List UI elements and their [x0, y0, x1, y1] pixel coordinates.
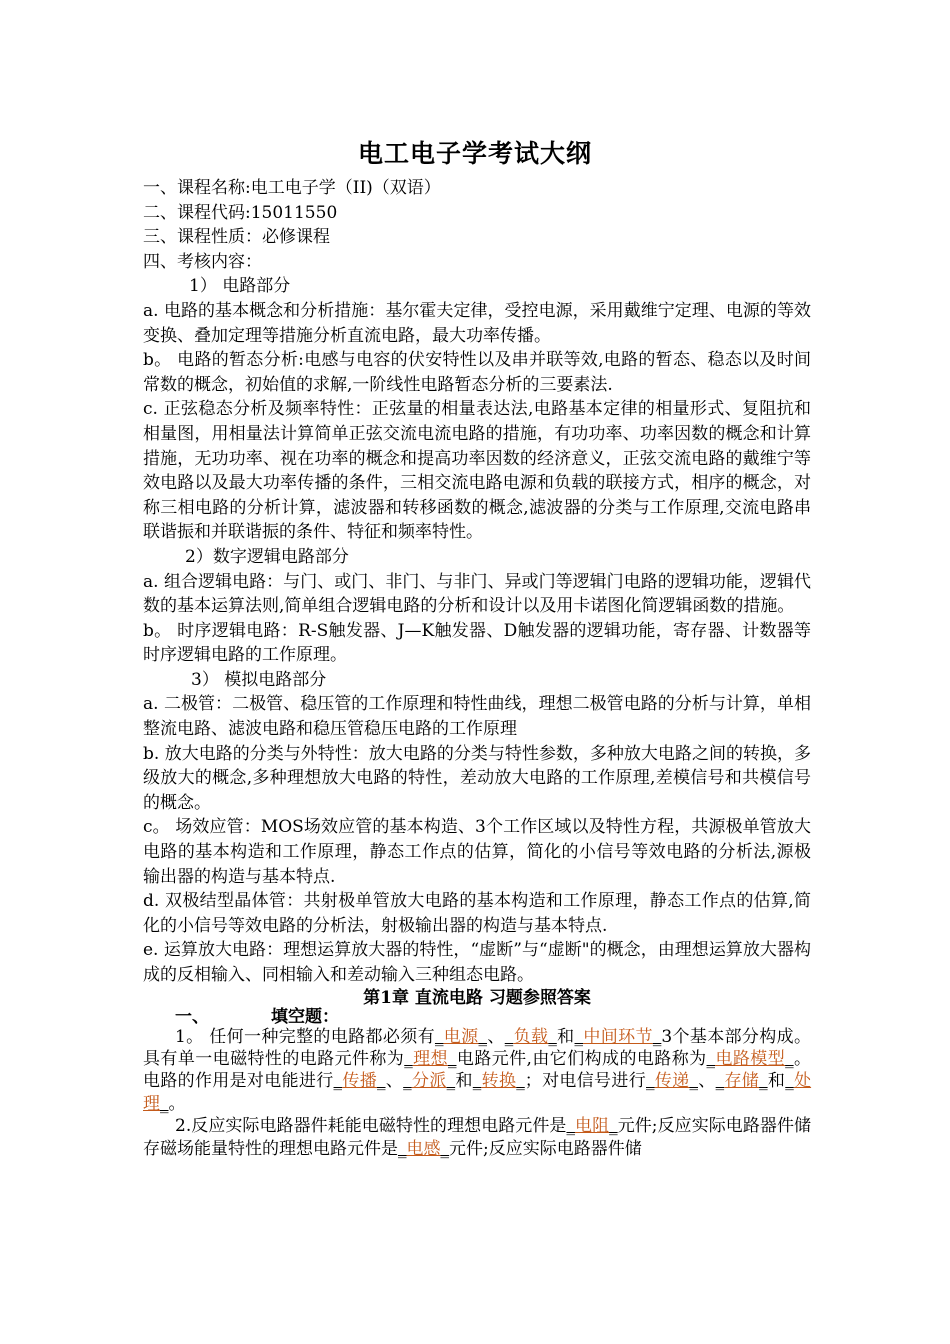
question-text: 和: [556, 1026, 575, 1047]
answer-blank: 传递: [654, 1071, 690, 1092]
question-text: 2.反应实际电路器件耗能电磁特性的理想电路元件是: [175, 1116, 567, 1137]
answer-blank: 存储: [724, 1071, 760, 1092]
section-analog-item-e: e. 运算放大电路：理想运算放大器的特性，“虚断”与“虚断"的概念，由理想运算放大器构成的反相输入、同相输入和差动输入三种组态电路。: [143, 940, 811, 985]
section-circuit-item-a: a. 电路的基本概念和分析措施：基尔霍夫定律，受控电源，采用戴维宁定理、电源的等效变换、叠加定理等措施分析直流电路，最大功率传播。: [143, 300, 811, 346]
answer-blank: 中间环节: [583, 1026, 653, 1047]
answer-blank: 电阻: [574, 1116, 610, 1137]
answer-blank: 电感: [406, 1138, 441, 1159]
answer-blank: 处理: [143, 1071, 812, 1114]
question-text: ；对电信号进行: [524, 1071, 647, 1092]
section-analog-item-b: b. 放大电路的分类与外特性：放大电路的分类与特性参数，多种放大电路之间的转换，多级放大的概念,多种理想放大电路的特性，差动放大电路的工作原理,差模信号和共模信号的概念。: [143, 743, 811, 813]
question-text: 、: [487, 1026, 505, 1047]
section-digital-item-a: a. 组合逻辑电路：与门、或门、非门、与非门、异或门等逻辑门电路的逻辑功能，逻辑代数的基本运算法则,简单组合逻辑电路的分析和设计以及用卡诺图化简逻辑函数的措施。: [143, 571, 811, 617]
section-circuit-item-b: b。 电路的暂态分析:电感与电容的伏安特性以及串并联等效,电路的暂态、稳态以及时间常数的概念，初始值的求解,一阶线性电路暂态分析的三要素法.: [143, 350, 811, 395]
question-text: 1。 任何一种完整的电路都必须有: [175, 1026, 435, 1047]
section-circuit-title: 1） 电路部分: [189, 276, 291, 297]
answer-blank: 电源: [443, 1026, 479, 1047]
question-text: 、: [697, 1071, 716, 1092]
answer-blank: 传播: [342, 1071, 378, 1092]
question-text: 和: [455, 1071, 473, 1092]
course-code: 二、课程代码:15011550: [143, 202, 338, 223]
document-body: [143, 176, 811, 1160]
exam-content-heading: 四、考核内容：: [143, 251, 262, 272]
section-circuit-item-c: c. 正弦稳态分析及频率特性：正弦量的相量表达法,电路基本定律的相量形式、复阻抗和相量图，用相量法计算简单正弦交流电流电路的措施，有功功率、功率因数的概念和计算措施，无功功率、视在功率的概念和提高功率因数的经济意义，正弦交流电路的戴维宁等效电路以及最大功率传播的条件，三相交流电路电源和负载的联接方式，相序的概念，对称三相电路的分析计算，滤波器和转移函数的概念,滤波器的分类与工作原理,交流电路串联谐振和并联谐振的条件、特征和频率特性。: [143, 399, 811, 543]
answer-blank: 理想: [412, 1049, 448, 1069]
fill-in-number: 一、: [175, 1006, 209, 1027]
answer-blank: 分派: [411, 1071, 447, 1092]
course-name: 一、课程名称:电工电子学（II)（双语）: [143, 178, 441, 198]
question-text: 3个基本部分构成。具有单一电磁特性的电路元件称为: [143, 1026, 812, 1069]
answer-blank: 转换: [481, 1071, 517, 1092]
document-title: 电工电子学考试大纲: [357, 139, 592, 168]
question-2: 2.反应实际电路器件耗能电磁特性的理想电路元件是_电阻_元件;反应实际电路器件储存磁场能量特性的理想电路元件是_电感_元件;反应实际电路器件储: [143, 1116, 812, 1159]
section-analog-item-d: d. 双极结型晶体管：共射极单管放大电路的基本构造和工作原理，静态工作点的估算,简化的小信号等效电路的分析法，射极输出器的构造与基本特点.: [143, 891, 811, 936]
section-digital-item-b: b。 时序逻辑电路：R-S触发器、J—K触发器、D触发器的逻辑功能，寄存器、计数器等时序逻辑电路的工作原理。: [143, 620, 811, 666]
question-text: 、: [385, 1071, 404, 1092]
answer-blank: 电路模型: [715, 1049, 786, 1069]
fill-in-heading: [143, 1008, 811, 1026]
question-text: 。电路的作用是对电能进行: [143, 1049, 812, 1092]
fill-in-label: 填空题：: [271, 1006, 339, 1027]
section-analog-item-c: c。 场效应管：MOS场效应管的基本构造、3个工作区域以及特性方程，共源极单管放大电路的基本构造和工作原理，静态工作点的估算，简化的小信号等效电路的分析法,源极输出器的构造与基本特点.: [143, 817, 811, 887]
section-analog-item-a: a. 二极管：二极管、稳压管的工作原理和特性曲线，理想二极管电路的分析与计算，单相整流电路、滤波电路和稳压管稳压电路的工作原理: [143, 694, 811, 740]
question-text: 元件;反应实际电路器件储: [449, 1138, 642, 1159]
question-text: 电路元件,由它们构成的电路称为: [456, 1049, 707, 1069]
section-digital-title: 2）数字逻辑电路部分: [185, 546, 349, 567]
question-1: 1。 任何一种完整的电路都必须有_电源_、_负载_和_中间环节_3个基本部分构成。具有单一电磁特性的电路元件称为_理想_电路元件,由它们构成的电路称为_电路模型_。电路的作用是对电能进行_传播_、_分派_和_转换_；对电信号进行_传递_、_存储_和_处理_。: [143, 1026, 812, 1114]
answer-blank: 负载: [513, 1026, 549, 1047]
course-type: 三、课程性质：必修课程: [143, 227, 330, 248]
question-text: 和: [767, 1071, 786, 1092]
question-text: 。: [168, 1093, 186, 1114]
question-text: 元件;反应实际电路器件储存磁场能量特性的理想电路元件是: [143, 1116, 812, 1159]
section-analog-title: 3） 模拟电路部分: [191, 669, 327, 690]
chapter-heading: 第1章 直流电路 习题参照答案: [363, 987, 591, 1008]
